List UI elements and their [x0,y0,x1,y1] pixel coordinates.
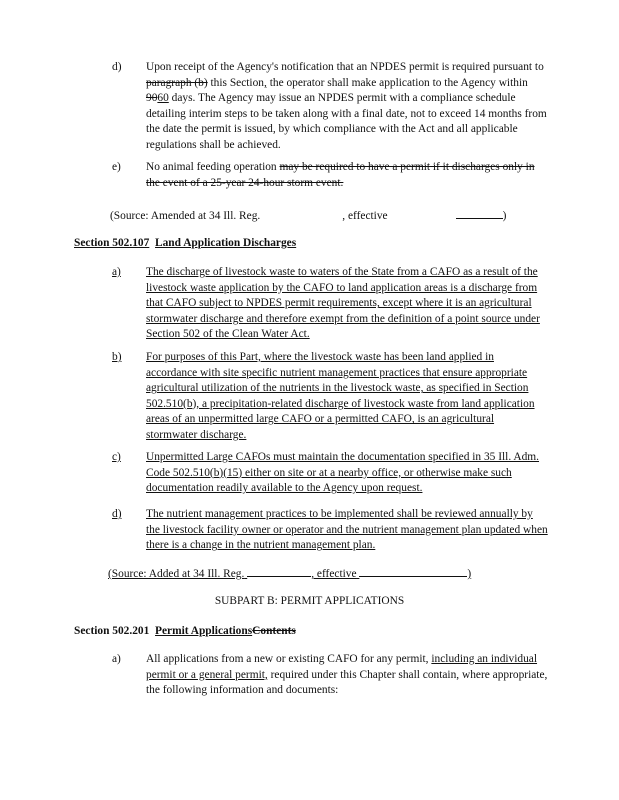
para-d1-inserted: , [264,76,267,89]
source-2-date-blank [359,565,467,577]
para-d1-inserted-days: 60 [157,92,169,105]
para-c-text: Unpermitted Large CAFOs must maintain the documentation specified in 35 Ill. Adm. Code 502.510(b)(15) either on site or at a nearby office, or otherwise make such documentation readily available to the Agency upon request. [146,451,540,495]
source-note-1 [110,207,506,225]
para-c-label [112,450,136,466]
subpart-b-heading: SUBPART B: PERMIT APPLICATIONS [214,595,405,607]
para-b-text: For purposes of this Part, where the livestock waste has been land applied in accordance with site specific nutrient management practices that ensure appropriate agricultural utilization of the nutrients in the livestock waste, as specified in Section 502.510(b), a precipitation-related discharge of livestock waste from land application areas of an unpermitted large CAFO or a permitted CAFO, is an agricultural stormwater discharge. [146,351,535,441]
para-d2-label [112,507,136,523]
para-d1-t5: the operator shall make application to the Agency within [266,76,528,89]
section-201-heading [74,624,296,640]
para-d1-struck: paragraph (b) [146,76,208,89]
source-1-reg-blank [260,207,342,219]
para-e1-label: e) [112,161,121,173]
para-d2-text: The nutrient management practices to be implemented shall be reviewed annually by the livestock facility owner or operator and the nutrient management plan updated when there is a change in the nutrient management plan. [146,508,548,552]
para-c-label-text: c) [112,451,121,463]
para-d1-label: d) [112,61,122,73]
para-d2-label-text: d) [112,508,122,520]
para-a2-t3: required under this Chapter shall contain, where appropriate, the following information and documents: [146,668,548,697]
para-a-text: The discharge of livestock waste to waters of the State from a CAFO as a result of the livestock waste application by the CAFO to land application areas is a discharge from that CAFO subject to NPDES permit requirements, except where it is an agricultural stormwater discharge and therefore exempt from the definition of a point source under Section 502 of the Clean Water Act. [146,266,540,341]
para-a2-t1: All applications from a new or existing CAFO for any permit, [146,653,432,665]
source-1-gap [388,207,456,219]
para-b-label [112,350,136,366]
para-e1-text [146,160,548,191]
para-d1-text [146,60,548,154]
source-note-2 [108,565,471,583]
para-a2-label: a) [112,653,121,665]
para-d1-t3: this Section [207,76,264,89]
section-107-number: Section 502.107 [74,237,150,249]
para-e1-struck: may be required to have a permit if it discharges only in the event of a 25-year 24-hour storm event. [146,161,535,189]
para-a2-text [146,652,548,699]
source-1-date-blank [456,207,503,219]
source-2-close: ) [467,568,472,580]
source-2-reg-blank [247,565,311,577]
para-a-label-text: a) [112,266,121,278]
section-201-title-struck: Contents [252,625,296,637]
section-107-title: Land Application Discharges [155,237,297,249]
source-2-effective: , effective [311,568,357,580]
section-107-heading [74,236,296,252]
para-d1-struck-days: 90 [146,92,158,105]
source-1-effective: , effective [342,210,388,222]
para-a-label [112,265,136,281]
section-201-title-inserted: Permit Applications [155,625,253,637]
source-1-close: ) [502,210,507,222]
para-d1-t1: Upon receipt of the Agency's notification that an NPDES permit is required pursuant to [146,61,544,73]
source-1-text: (Source: Amended at 34 Ill. Reg. [110,210,261,222]
para-b-label-text: b) [112,351,122,363]
para-e1-t1: No animal feeding operation [146,161,280,173]
section-201-number: Section 502.201 [74,625,150,637]
para-d1-t8: days. The Agency may issue an NPDES permit with a compliance schedule detailing interim steps to be taken along with a final date, not to exceed 14 months from the date the permit is issued, by which compliance with the Act and all applicable regulations shall be achieved. [146,92,547,151]
para-a2-inserted: including an individual permit or a general permit, [146,653,538,681]
source-2-text: (Source: Added at 34 Ill. Reg. [108,568,245,580]
